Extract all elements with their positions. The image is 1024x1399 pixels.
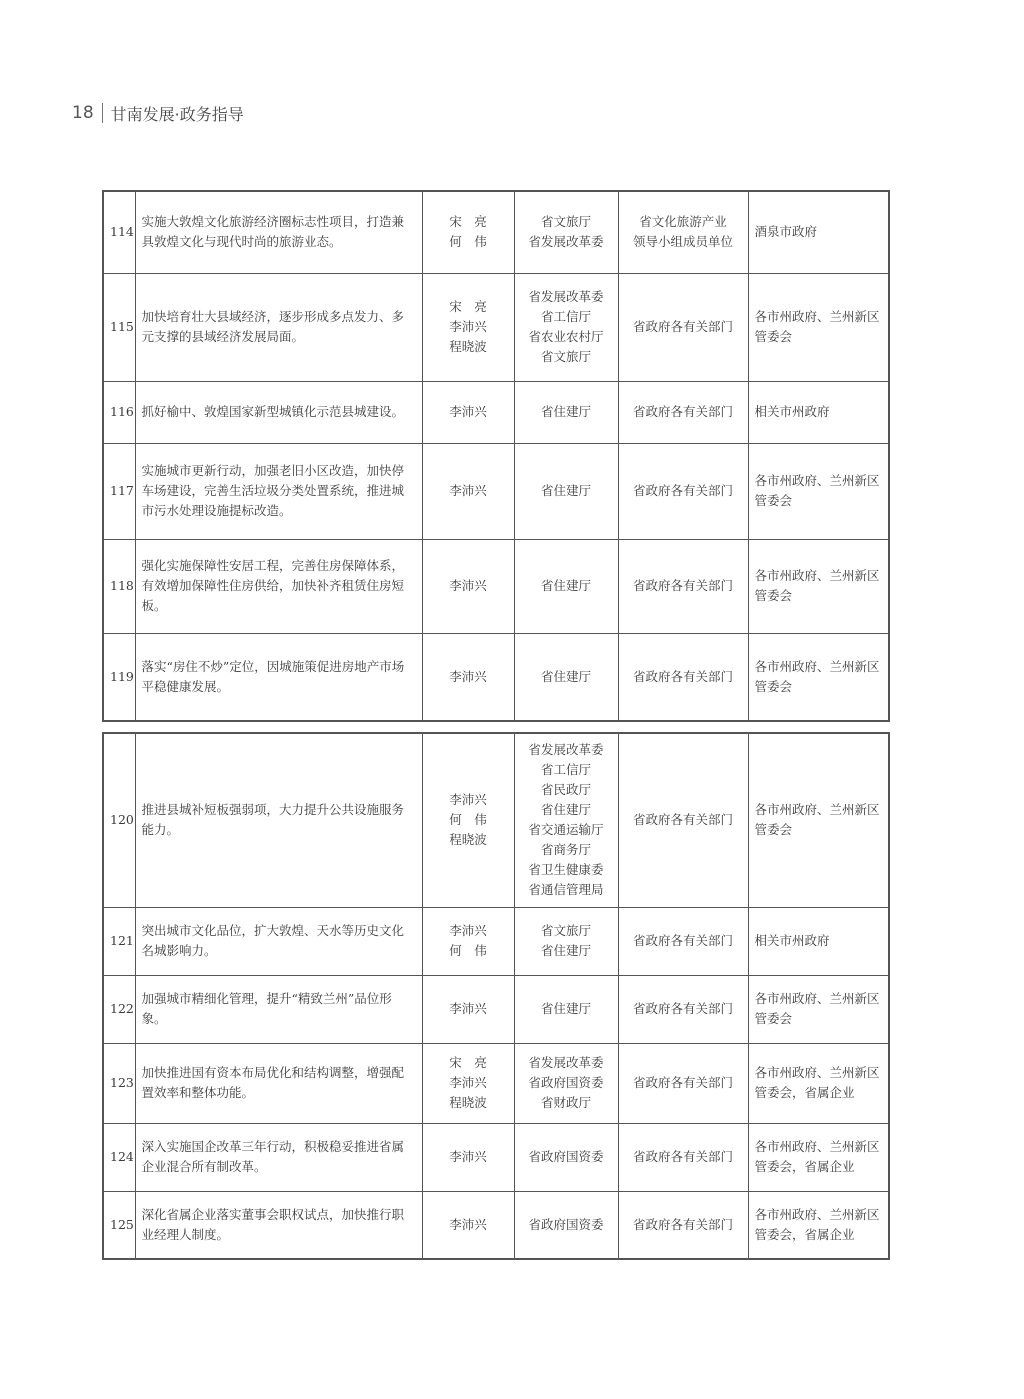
page-number: 18 (72, 103, 94, 123)
coop-unit: 省政府各有关部门 (632, 933, 733, 948)
task-description: 实施城市更新行动，加强老旧小区改造，加快停车场建设，完善生活垃圾分类处置系统，推进城市污水处理设施提标改造。 (135, 443, 422, 539)
cooperating-units (618, 975, 748, 1043)
lead-unit: 省卫生健康委 (528, 862, 604, 878)
row-number: 123 (103, 1043, 135, 1123)
responsible-leaders (422, 191, 514, 273)
coop-unit: 领导小组成员单位 (632, 234, 733, 250)
leader-name: 李沛兴 (449, 319, 487, 334)
lead-unit: 省文旅厅 (540, 349, 591, 364)
leader-name: 程晓波 (449, 1095, 487, 1110)
lead-units (514, 1043, 618, 1123)
task-table-upper (102, 190, 890, 722)
cooperating-units (618, 191, 748, 273)
task-description: 深入实施国企改革三年行动，积极稳妥推进省属企业混合所有制改革。 (135, 1123, 422, 1191)
lead-unit: 省发展改革委 (528, 742, 604, 758)
lead-unit: 省发展改革委 (528, 1055, 604, 1070)
cooperating-units (618, 381, 748, 443)
leader-name: 程晓波 (449, 832, 487, 848)
leader-name: 李沛兴 (449, 1149, 487, 1164)
responsible-units: 各市州政府、兰州新区管委会，省属企业 (748, 1043, 889, 1123)
table-row (103, 975, 889, 1043)
lead-unit: 省政府国资委 (528, 1075, 604, 1090)
lead-unit: 省文旅厅 (540, 923, 591, 938)
leader-name: 程晓波 (449, 339, 487, 354)
lead-unit: 省住建厅 (540, 668, 591, 684)
leader-name: 李沛兴 (449, 792, 487, 808)
lead-unit: 省交通运输厅 (528, 822, 604, 838)
task-description: 强化实施保障性安居工程，完善住房保障体系，有效增加保障性住房供给，加快补齐租赁住房短板。 (135, 539, 422, 633)
leader-name: 李沛兴 (449, 923, 487, 938)
lead-units (514, 633, 618, 721)
coop-unit: 省政府各有关部门 (632, 1149, 733, 1164)
task-description: 落实“房住不炒”定位，因城施策促进房地产市场平稳健康发展。 (135, 633, 422, 721)
leader-name: 宋 亮 (449, 1055, 487, 1070)
coop-unit: 省政府各有关部门 (632, 319, 733, 334)
row-number: 122 (103, 975, 135, 1043)
responsible-leaders (422, 443, 514, 539)
table-row (103, 443, 889, 539)
responsible-units: 各市州政府、兰州新区管委会，省属企业 (748, 1191, 889, 1259)
leader-name: 李沛兴 (449, 578, 487, 593)
lead-unit: 省政府国资委 (528, 1149, 604, 1164)
cooperating-units (618, 1191, 748, 1259)
task-description: 加强城市精细化管理，提升“精致兰州”品位形象。 (135, 975, 422, 1043)
lead-units (514, 975, 618, 1043)
table-row (103, 733, 889, 907)
lead-unit: 省住建厅 (540, 578, 591, 593)
leader-name: 李沛兴 (449, 1216, 487, 1232)
coop-unit: 省政府各有关部门 (632, 578, 733, 593)
leader-name: 李沛兴 (449, 483, 487, 498)
task-description: 推进县城补短板强弱项，大力提升公共设施服务能力。 (135, 733, 422, 907)
row-number: 119 (103, 633, 135, 721)
leader-name: 何 伟 (449, 234, 487, 250)
row-number: 120 (103, 733, 135, 907)
table-row (103, 1191, 889, 1259)
cooperating-units (618, 733, 748, 907)
lead-unit: 省发展改革委 (528, 289, 604, 304)
table-row (103, 273, 889, 381)
lead-units (514, 1123, 618, 1191)
cooperating-units (618, 539, 748, 633)
header-divider (102, 103, 103, 123)
task-description: 深化省属企业落实董事会职权试点，加快推行职业经理人制度。 (135, 1191, 422, 1259)
responsible-units: 相关市州政府 (748, 907, 889, 975)
lead-units (514, 273, 618, 381)
responsible-units: 各市州政府、兰州新区管委会 (748, 633, 889, 721)
row-number: 117 (103, 443, 135, 539)
task-description: 突出城市文化品位，扩大敦煌、天水等历史文化名城影响力。 (135, 907, 422, 975)
lead-unit: 省财政厅 (540, 1095, 591, 1110)
cooperating-units (618, 633, 748, 721)
row-number: 116 (103, 381, 135, 443)
leader-name: 李沛兴 (449, 1001, 487, 1016)
cooperating-units (618, 907, 748, 975)
row-number: 121 (103, 907, 135, 975)
lead-units (514, 191, 618, 273)
table-row (103, 539, 889, 633)
leader-name: 李沛兴 (449, 1075, 487, 1090)
coop-unit: 省政府各有关部门 (632, 1075, 733, 1090)
lead-unit: 省通信管理局 (528, 882, 604, 898)
row-number: 124 (103, 1123, 135, 1191)
responsible-leaders (422, 633, 514, 721)
lead-unit: 省住建厅 (540, 404, 591, 419)
responsible-leaders (422, 1123, 514, 1191)
responsible-units: 各市州政府、兰州新区管委会 (748, 733, 889, 907)
lead-unit: 省工信厅 (540, 309, 591, 324)
lead-unit: 省文旅厅 (540, 214, 591, 230)
responsible-units: 各市州政府、兰州新区管委会，省属企业 (748, 1123, 889, 1191)
leader-name: 宋 亮 (449, 299, 487, 314)
lead-unit: 省住建厅 (540, 802, 591, 818)
task-description: 加快培育壮大县域经济，逐步形成多点发力、多元支撑的县域经济发展局面。 (135, 273, 422, 381)
coop-unit: 省政府各有关部门 (632, 1001, 733, 1016)
lead-unit: 省农业农村厅 (528, 329, 604, 344)
responsible-leaders (422, 1043, 514, 1123)
lead-units (514, 1191, 618, 1259)
lead-unit: 省住建厅 (540, 1001, 591, 1016)
coop-unit: 省政府各有关部门 (632, 483, 733, 498)
lead-units (514, 381, 618, 443)
responsible-units: 相关市州政府 (748, 381, 889, 443)
responsible-leaders (422, 733, 514, 907)
responsible-leaders (422, 539, 514, 633)
task-description: 抓好榆中、敦煌国家新型城镇化示范县城建设。 (135, 381, 422, 443)
coop-unit: 省政府各有关部门 (632, 404, 733, 419)
lead-units (514, 443, 618, 539)
responsible-leaders (422, 1191, 514, 1259)
responsible-units: 酒泉市政府 (748, 191, 889, 273)
table-row (103, 191, 889, 273)
lead-unit: 省住建厅 (540, 943, 591, 958)
leader-name: 何 伟 (449, 943, 487, 958)
lead-units (514, 907, 618, 975)
row-number: 115 (103, 273, 135, 381)
table-row (103, 381, 889, 443)
coop-unit: 省政府各有关部门 (632, 1216, 733, 1232)
coop-unit: 省政府各有关部门 (632, 812, 733, 828)
cooperating-units (618, 1123, 748, 1191)
table-row (103, 907, 889, 975)
coop-unit: 省政府各有关部门 (632, 668, 733, 684)
responsible-leaders (422, 907, 514, 975)
row-number: 114 (103, 191, 135, 273)
row-number: 118 (103, 539, 135, 633)
task-table-lower (102, 732, 890, 1260)
cooperating-units (618, 273, 748, 381)
lead-units (514, 539, 618, 633)
table-row (103, 1043, 889, 1123)
responsible-leaders (422, 381, 514, 443)
leader-name: 李沛兴 (449, 404, 487, 419)
table-row (103, 633, 889, 721)
responsible-units: 各市州政府、兰州新区管委会 (748, 975, 889, 1043)
leader-name: 宋 亮 (449, 214, 487, 230)
lead-units (514, 733, 618, 907)
lead-unit: 省住建厅 (540, 483, 591, 498)
cooperating-units (618, 1043, 748, 1123)
task-description: 实施大敦煌文化旅游经济圈标志性项目，打造兼具敦煌文化与现代时尚的旅游业态。 (135, 191, 422, 273)
lead-unit: 省商务厅 (540, 842, 591, 858)
lead-unit: 省发展改革委 (528, 234, 604, 250)
responsible-leaders (422, 975, 514, 1043)
responsible-units: 各市州政府、兰州新区管委会 (748, 273, 889, 381)
lead-unit: 省政府国资委 (528, 1216, 604, 1232)
page-header (72, 100, 244, 126)
row-number: 125 (103, 1191, 135, 1259)
responsible-units: 各市州政府、兰州新区管委会 (748, 539, 889, 633)
task-description: 加快推进国有资本布局优化和结构调整，增强配置效率和整体功能。 (135, 1043, 422, 1123)
leader-name: 何 伟 (449, 812, 487, 828)
responsible-leaders (422, 273, 514, 381)
leader-name: 李沛兴 (449, 668, 487, 684)
publication-title: 甘南发展·政务指导 (110, 104, 244, 124)
responsible-units: 各市州政府、兰州新区管委会 (748, 443, 889, 539)
table-row (103, 1123, 889, 1191)
lead-unit: 省民政厅 (540, 782, 591, 798)
lead-unit: 省工信厅 (540, 762, 591, 778)
cooperating-units (618, 443, 748, 539)
coop-unit: 省文化旅游产业 (639, 214, 727, 230)
